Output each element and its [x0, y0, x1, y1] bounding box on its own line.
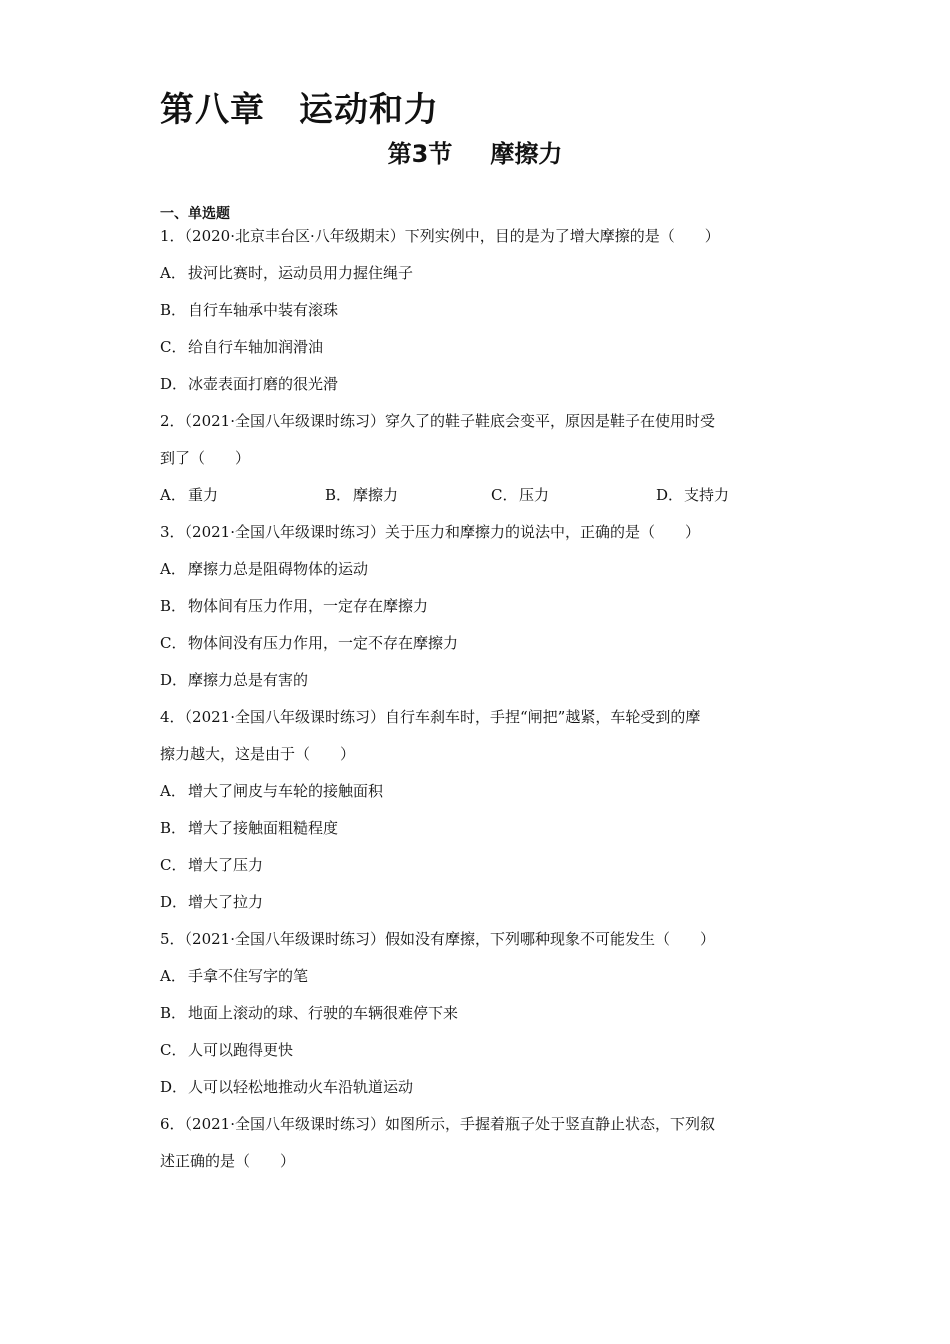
option-label: C． — [160, 634, 187, 652]
option-text: 重力 — [188, 486, 219, 504]
q3-option-a — [160, 559, 800, 579]
q2-option-b — [325, 485, 398, 505]
option-text: 人可以轻松地推动火车沿轨道运动 — [188, 1078, 414, 1096]
option-text: 冰壶表面打磨的很光滑 — [188, 375, 339, 393]
option-text: 自行车轴承中装有滚珠 — [188, 301, 339, 319]
q5-option-c — [160, 1040, 800, 1060]
q1-option-c — [160, 337, 800, 357]
q2-stem-line2: 到了（ ） — [160, 449, 251, 467]
chapter-name: 运动和力 — [299, 90, 439, 130]
chapter-title — [160, 82, 439, 131]
question-type-heading: 一、单选题 — [160, 206, 230, 222]
option-text: 摩擦力总是阻碍物体的运动 — [188, 560, 369, 578]
option-text: 给自行车轴加润滑油 — [188, 338, 324, 356]
section-name: 摩擦力 — [490, 140, 563, 168]
option-label: C． — [491, 486, 518, 504]
q3-option-b — [160, 596, 800, 616]
option-text: 物体间没有压力作用，一定不存在摩擦力 — [188, 634, 459, 652]
option-label: A． — [160, 486, 186, 504]
option-label: B． — [325, 486, 352, 504]
q2-option-c — [491, 485, 549, 505]
option-label: D． — [656, 486, 684, 504]
option-label: D． — [160, 671, 188, 689]
q6-stem-line2: 述正确的是（ ） — [160, 1152, 296, 1170]
q4-option-b — [160, 818, 800, 838]
q1-option-b — [160, 300, 800, 320]
q1-option-a — [160, 263, 800, 283]
option-text: 增大了压力 — [188, 856, 264, 874]
q1-option-d — [160, 374, 800, 394]
q2-stem-line1: 2．（2021·全国八年级课时练习）穿久了的鞋子鞋底会变平，原因是鞋子在使用时受 — [160, 412, 715, 430]
q4-stem-line1: 4．（2021·全国八年级课时练习）自行车刹车时，手捏“闸把”越紧，车轮受到的摩 — [160, 708, 701, 726]
option-label: D． — [160, 375, 188, 393]
q5-option-a — [160, 966, 800, 986]
option-label: A． — [160, 560, 186, 578]
option-label: A． — [160, 264, 186, 282]
option-label: D． — [160, 1078, 188, 1096]
q1-stem: 1．（2020·北京丰台区·八年级期末）下列实例中，目的是为了增大摩擦的是（ ） — [160, 227, 720, 245]
chapter-number: 第八章 — [160, 90, 265, 130]
option-text: 增大了接触面粗糙程度 — [188, 819, 339, 837]
option-label: D． — [160, 893, 188, 911]
q4-option-c — [160, 855, 800, 875]
q3-option-c — [160, 633, 800, 653]
option-text: 物体间有压力作用，一定存在摩擦力 — [188, 597, 429, 615]
option-label: B． — [160, 301, 187, 319]
option-label: B． — [160, 1004, 187, 1022]
option-text: 摩擦力 — [353, 486, 399, 504]
section-number: 第3节 — [387, 140, 453, 168]
option-label: B． — [160, 819, 187, 837]
option-text: 人可以跑得更快 — [188, 1041, 294, 1059]
q5-stem: 5．（2021·全国八年级课时练习）假如没有摩擦，下列哪种现象不可能发生（ ） — [160, 930, 715, 948]
section-title — [0, 134, 950, 169]
q4-option-d — [160, 892, 800, 912]
q2-option-d — [656, 485, 729, 505]
option-text: 增大了拉力 — [188, 893, 264, 911]
option-text: 拔河比赛时，运动员用力握住绳子 — [188, 264, 414, 282]
q3-option-d — [160, 670, 800, 690]
option-label: C． — [160, 338, 187, 356]
option-text: 压力 — [519, 486, 550, 504]
q5-option-b — [160, 1003, 800, 1023]
q3-stem: 3．（2021·全国八年级课时练习）关于压力和摩擦力的说法中，正确的是（ ） — [160, 523, 700, 541]
option-label: B． — [160, 597, 187, 615]
q4-stem-line2: 擦力越大，这是由于（ ） — [160, 745, 356, 763]
option-label: A． — [160, 967, 186, 985]
q5-option-d — [160, 1077, 800, 1097]
option-text: 支持力 — [684, 486, 730, 504]
option-text: 摩擦力总是有害的 — [188, 671, 309, 689]
option-label: C． — [160, 1041, 187, 1059]
option-text: 增大了闸皮与车轮的接触面积 — [188, 782, 384, 800]
q6-stem-line1: 6．（2021·全国八年级课时练习）如图所示，手握着瓶子处于竖直静止状态，下列叙 — [160, 1115, 715, 1133]
q2-option-a — [160, 485, 218, 505]
option-text: 地面上滚动的球、行驶的车辆很难停下来 — [188, 1004, 459, 1022]
q4-option-a — [160, 781, 800, 801]
option-label: C． — [160, 856, 187, 874]
option-label: A． — [160, 782, 186, 800]
option-text: 手拿不住写字的笔 — [188, 967, 309, 985]
